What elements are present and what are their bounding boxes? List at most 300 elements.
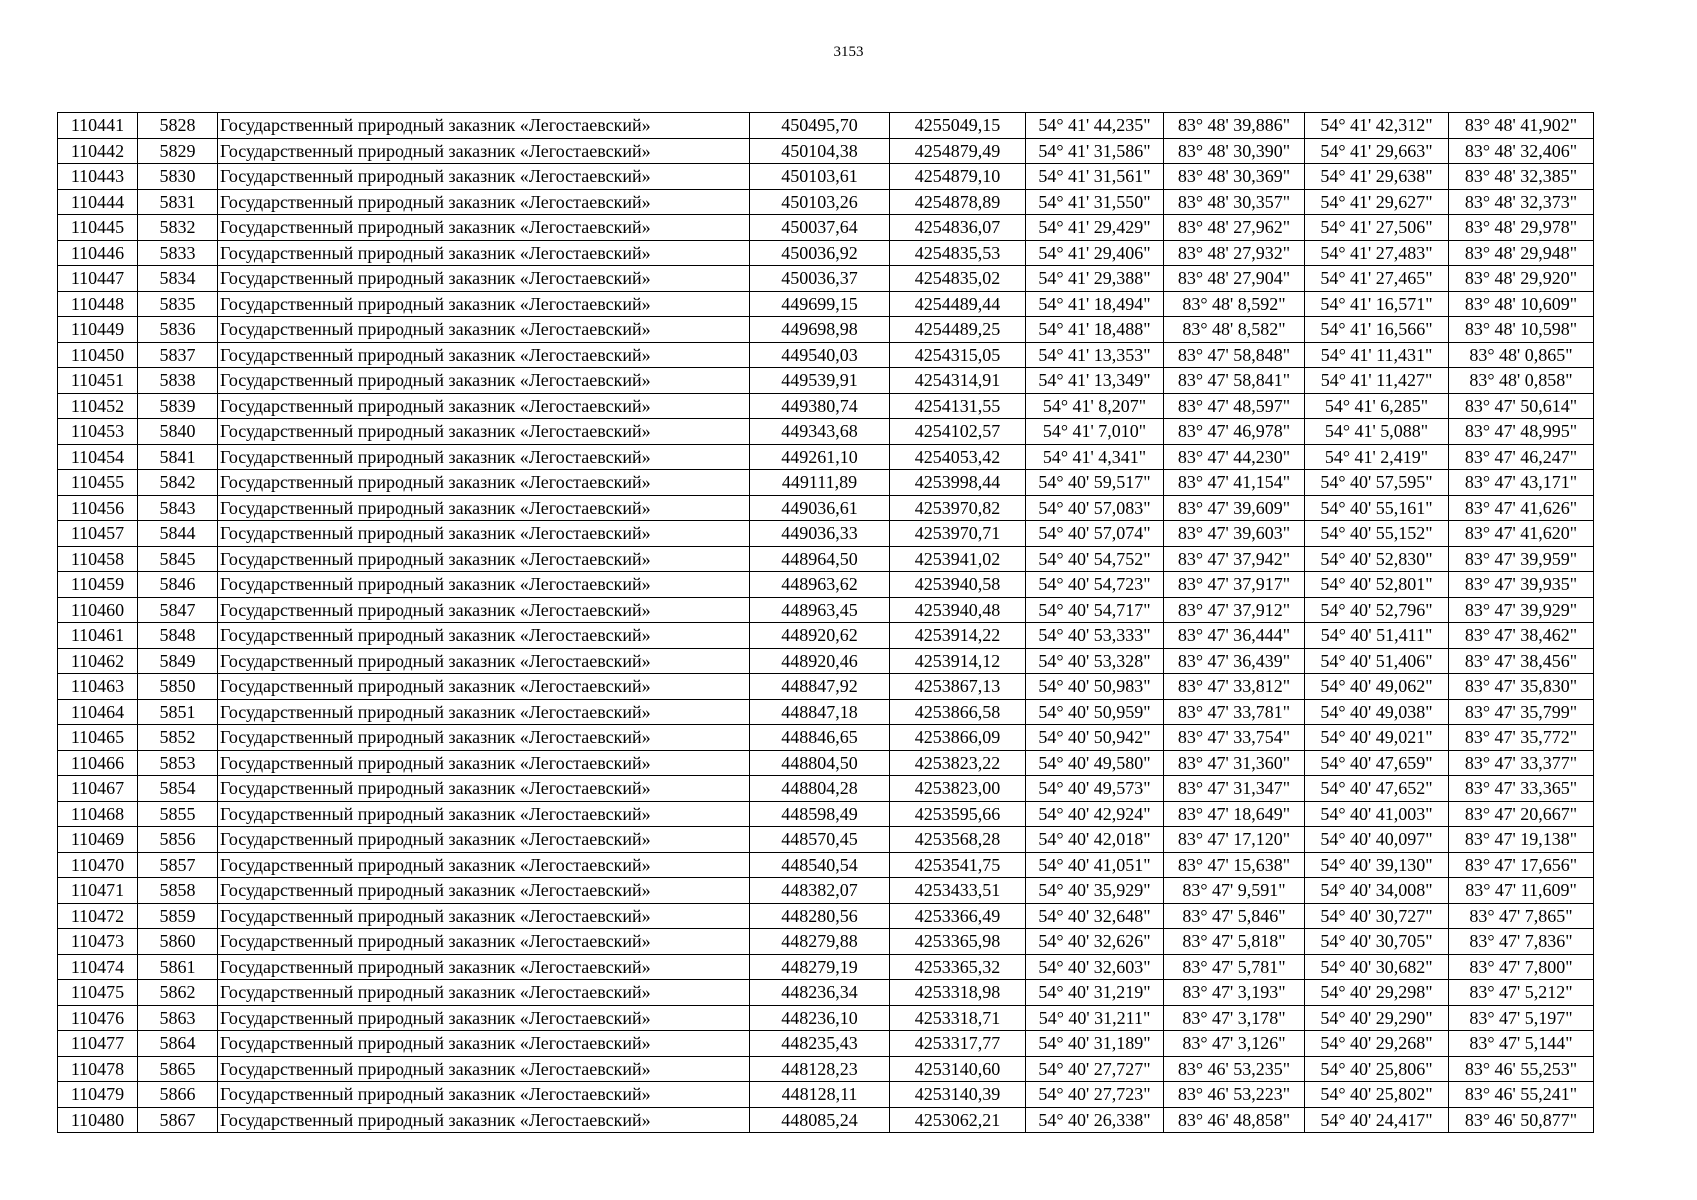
area-name-cell: Государственный природный заказник «Легостаевский» — [218, 750, 750, 776]
longitude-1-cell: 83° 47' 36,444" — [1164, 623, 1305, 649]
table-row — [58, 393, 1594, 419]
latitude-2-cell: 54° 40' 55,161" — [1305, 495, 1449, 521]
x-coordinate-cell: 448963,62 — [750, 572, 890, 598]
record-id-cell: 110453 — [58, 419, 138, 445]
record-id-cell: 110449 — [58, 317, 138, 343]
latitude-2-cell: 54° 40' 30,705" — [1305, 929, 1449, 955]
x-coordinate-cell: 448847,92 — [750, 674, 890, 700]
longitude-1-cell: 83° 47' 18,649" — [1164, 801, 1305, 827]
y-coordinate-cell: 4253541,75 — [890, 852, 1026, 878]
latitude-2-cell: 54° 41' 2,419" — [1305, 444, 1449, 470]
record-id-cell: 110477 — [58, 1031, 138, 1057]
record-id-cell: 110442 — [58, 138, 138, 164]
latitude-2-cell: 54° 40' 52,801" — [1305, 572, 1449, 598]
table-row — [58, 495, 1594, 521]
longitude-1-cell: 83° 47' 9,591" — [1164, 878, 1305, 904]
table-row — [58, 674, 1594, 700]
longitude-2-cell: 83° 47' 17,656" — [1449, 852, 1594, 878]
latitude-1-cell: 54° 40' 54,752" — [1026, 546, 1164, 572]
longitude-2-cell: 83° 47' 33,365" — [1449, 776, 1594, 802]
page-number: 3153 — [833, 44, 864, 60]
table-row — [58, 1005, 1594, 1031]
longitude-2-cell: 83° 47' 5,197" — [1449, 1005, 1594, 1031]
x-coordinate-cell: 449380,74 — [750, 393, 890, 419]
record-id-cell: 110459 — [58, 572, 138, 598]
point-number-cell: 5849 — [138, 648, 218, 674]
table-row — [58, 189, 1594, 215]
record-id-cell: 110474 — [58, 954, 138, 980]
y-coordinate-cell: 4254835,53 — [890, 240, 1026, 266]
record-id-cell: 110448 — [58, 291, 138, 317]
x-coordinate-cell: 448846,65 — [750, 725, 890, 751]
coordinates-table — [57, 112, 1594, 1133]
point-number-cell: 5843 — [138, 495, 218, 521]
longitude-2-cell: 83° 48' 29,920" — [1449, 266, 1594, 292]
longitude-1-cell: 83° 46' 48,858" — [1164, 1107, 1305, 1133]
area-name-cell: Государственный природный заказник «Легостаевский» — [218, 776, 750, 802]
latitude-1-cell: 54° 40' 59,517" — [1026, 470, 1164, 496]
longitude-1-cell: 83° 47' 31,360" — [1164, 750, 1305, 776]
record-id-cell: 110454 — [58, 444, 138, 470]
table-row — [58, 113, 1594, 139]
latitude-2-cell: 54° 40' 52,830" — [1305, 546, 1449, 572]
longitude-1-cell: 83° 48' 30,369" — [1164, 164, 1305, 190]
longitude-2-cell: 83° 47' 41,620" — [1449, 521, 1594, 547]
longitude-1-cell: 83° 47' 39,609" — [1164, 495, 1305, 521]
longitude-2-cell: 83° 47' 46,247" — [1449, 444, 1594, 470]
area-name-cell: Государственный природный заказник «Легостаевский» — [218, 801, 750, 827]
area-name-cell: Государственный природный заказник «Легостаевский» — [218, 368, 750, 394]
table-row — [58, 572, 1594, 598]
record-id-cell: 110471 — [58, 878, 138, 904]
area-name-cell: Государственный природный заказник «Легостаевский» — [218, 393, 750, 419]
latitude-1-cell: 54° 40' 54,717" — [1026, 597, 1164, 623]
longitude-2-cell: 83° 48' 29,948" — [1449, 240, 1594, 266]
y-coordinate-cell: 4253318,71 — [890, 1005, 1026, 1031]
longitude-1-cell: 83° 48' 27,932" — [1164, 240, 1305, 266]
area-name-cell: Государственный природный заказник «Легостаевский» — [218, 113, 750, 139]
longitude-2-cell: 83° 47' 7,800" — [1449, 954, 1594, 980]
latitude-1-cell: 54° 41' 29,406" — [1026, 240, 1164, 266]
record-id-cell: 110479 — [58, 1082, 138, 1108]
table-row — [58, 827, 1594, 853]
longitude-2-cell: 83° 47' 5,212" — [1449, 980, 1594, 1006]
record-id-cell: 110467 — [58, 776, 138, 802]
table-row — [58, 954, 1594, 980]
longitude-2-cell: 83° 47' 35,799" — [1449, 699, 1594, 725]
x-coordinate-cell: 448963,45 — [750, 597, 890, 623]
x-coordinate-cell: 448128,23 — [750, 1056, 890, 1082]
latitude-2-cell: 54° 40' 49,062" — [1305, 674, 1449, 700]
point-number-cell: 5865 — [138, 1056, 218, 1082]
point-number-cell: 5848 — [138, 623, 218, 649]
record-id-cell: 110455 — [58, 470, 138, 496]
table-row — [58, 750, 1594, 776]
record-id-cell: 110445 — [58, 215, 138, 241]
table-row — [58, 317, 1594, 343]
longitude-2-cell: 83° 47' 41,626" — [1449, 495, 1594, 521]
latitude-2-cell: 54° 41' 29,627" — [1305, 189, 1449, 215]
record-id-cell: 110473 — [58, 929, 138, 955]
longitude-1-cell: 83° 48' 8,592" — [1164, 291, 1305, 317]
latitude-1-cell: 54° 41' 7,010" — [1026, 419, 1164, 445]
point-number-cell: 5832 — [138, 215, 218, 241]
x-coordinate-cell: 448279,19 — [750, 954, 890, 980]
latitude-1-cell: 54° 40' 32,626" — [1026, 929, 1164, 955]
table-row — [58, 1031, 1594, 1057]
latitude-2-cell: 54° 40' 25,802" — [1305, 1082, 1449, 1108]
longitude-2-cell: 83° 47' 20,667" — [1449, 801, 1594, 827]
table-row — [58, 546, 1594, 572]
latitude-1-cell: 54° 40' 31,189" — [1026, 1031, 1164, 1057]
latitude-2-cell: 54° 41' 16,566" — [1305, 317, 1449, 343]
record-id-cell: 110451 — [58, 368, 138, 394]
y-coordinate-cell: 4253062,21 — [890, 1107, 1026, 1133]
record-id-cell: 110468 — [58, 801, 138, 827]
latitude-2-cell: 54° 40' 49,038" — [1305, 699, 1449, 725]
longitude-2-cell: 83° 47' 38,456" — [1449, 648, 1594, 674]
longitude-1-cell: 83° 47' 48,597" — [1164, 393, 1305, 419]
point-number-cell: 5856 — [138, 827, 218, 853]
latitude-1-cell: 54° 41' 44,235" — [1026, 113, 1164, 139]
latitude-1-cell: 54° 40' 50,959" — [1026, 699, 1164, 725]
x-coordinate-cell: 448280,56 — [750, 903, 890, 929]
area-name-cell: Государственный природный заказник «Легостаевский» — [218, 521, 750, 547]
point-number-cell: 5831 — [138, 189, 218, 215]
record-id-cell: 110441 — [58, 113, 138, 139]
y-coordinate-cell: 4254879,49 — [890, 138, 1026, 164]
longitude-2-cell: 83° 47' 39,959" — [1449, 546, 1594, 572]
area-name-cell: Государственный природный заказник «Легостаевский» — [218, 674, 750, 700]
y-coordinate-cell: 4253970,82 — [890, 495, 1026, 521]
latitude-2-cell: 54° 40' 34,008" — [1305, 878, 1449, 904]
x-coordinate-cell: 449698,98 — [750, 317, 890, 343]
x-coordinate-cell: 450495,70 — [750, 113, 890, 139]
latitude-1-cell: 54° 40' 54,723" — [1026, 572, 1164, 598]
latitude-2-cell: 54° 40' 47,659" — [1305, 750, 1449, 776]
area-name-cell: Государственный природный заказник «Легостаевский» — [218, 1082, 750, 1108]
record-id-cell: 110476 — [58, 1005, 138, 1031]
point-number-cell: 5861 — [138, 954, 218, 980]
table-row — [58, 878, 1594, 904]
x-coordinate-cell: 449343,68 — [750, 419, 890, 445]
point-number-cell: 5862 — [138, 980, 218, 1006]
area-name-cell: Государственный природный заказник «Легостаевский» — [218, 827, 750, 853]
x-coordinate-cell: 448920,62 — [750, 623, 890, 649]
longitude-2-cell: 83° 47' 7,865" — [1449, 903, 1594, 929]
x-coordinate-cell: 450036,37 — [750, 266, 890, 292]
latitude-2-cell: 54° 40' 47,652" — [1305, 776, 1449, 802]
table-row — [58, 699, 1594, 725]
y-coordinate-cell: 4253940,58 — [890, 572, 1026, 598]
point-number-cell: 5845 — [138, 546, 218, 572]
latitude-2-cell: 54° 40' 52,796" — [1305, 597, 1449, 623]
latitude-1-cell: 54° 41' 8,207" — [1026, 393, 1164, 419]
area-name-cell: Государственный природный заказник «Легостаевский» — [218, 495, 750, 521]
y-coordinate-cell: 4254879,10 — [890, 164, 1026, 190]
point-number-cell: 5833 — [138, 240, 218, 266]
latitude-2-cell: 54° 41' 11,431" — [1305, 342, 1449, 368]
latitude-2-cell: 54° 41' 29,638" — [1305, 164, 1449, 190]
point-number-cell: 5855 — [138, 801, 218, 827]
x-coordinate-cell: 449699,15 — [750, 291, 890, 317]
longitude-2-cell: 83° 48' 32,373" — [1449, 189, 1594, 215]
record-id-cell: 110446 — [58, 240, 138, 266]
record-id-cell: 110457 — [58, 521, 138, 547]
table-row — [58, 597, 1594, 623]
longitude-2-cell: 83° 48' 0,858" — [1449, 368, 1594, 394]
y-coordinate-cell: 4253568,28 — [890, 827, 1026, 853]
area-name-cell: Государственный природный заказник «Легостаевский» — [218, 266, 750, 292]
longitude-1-cell: 83° 47' 39,603" — [1164, 521, 1305, 547]
table-row — [58, 852, 1594, 878]
longitude-2-cell: 83° 46' 55,253" — [1449, 1056, 1594, 1082]
latitude-1-cell: 54° 40' 31,219" — [1026, 980, 1164, 1006]
latitude-1-cell: 54° 40' 35,929" — [1026, 878, 1164, 904]
point-number-cell: 5866 — [138, 1082, 218, 1108]
latitude-1-cell: 54° 41' 31,586" — [1026, 138, 1164, 164]
area-name-cell: Государственный природный заказник «Легостаевский» — [218, 215, 750, 241]
x-coordinate-cell: 448085,24 — [750, 1107, 890, 1133]
area-name-cell: Государственный природный заказник «Легостаевский» — [218, 291, 750, 317]
longitude-1-cell: 83° 48' 8,582" — [1164, 317, 1305, 343]
record-id-cell: 110447 — [58, 266, 138, 292]
point-number-cell: 5828 — [138, 113, 218, 139]
area-name-cell: Государственный природный заказник «Легостаевский» — [218, 1005, 750, 1031]
table-row — [58, 444, 1594, 470]
area-name-cell: Государственный природный заказник «Легостаевский» — [218, 623, 750, 649]
y-coordinate-cell: 4254489,44 — [890, 291, 1026, 317]
point-number-cell: 5859 — [138, 903, 218, 929]
area-name-cell: Государственный природный заказник «Легостаевский» — [218, 1107, 750, 1133]
record-id-cell: 110464 — [58, 699, 138, 725]
area-name-cell: Государственный природный заказник «Легостаевский» — [218, 699, 750, 725]
point-number-cell: 5836 — [138, 317, 218, 343]
table-row — [58, 1082, 1594, 1108]
x-coordinate-cell: 449261,10 — [750, 444, 890, 470]
table-row — [58, 215, 1594, 241]
y-coordinate-cell: 4254836,07 — [890, 215, 1026, 241]
x-coordinate-cell: 448804,28 — [750, 776, 890, 802]
y-coordinate-cell: 4253823,22 — [890, 750, 1026, 776]
longitude-1-cell: 83° 46' 53,223" — [1164, 1082, 1305, 1108]
longitude-1-cell: 83° 47' 3,193" — [1164, 980, 1305, 1006]
table-row — [58, 1107, 1594, 1133]
y-coordinate-cell: 4253914,22 — [890, 623, 1026, 649]
point-number-cell: 5864 — [138, 1031, 218, 1057]
y-coordinate-cell: 4253366,49 — [890, 903, 1026, 929]
point-number-cell: 5851 — [138, 699, 218, 725]
record-id-cell: 110460 — [58, 597, 138, 623]
table-row — [58, 240, 1594, 266]
x-coordinate-cell: 450103,61 — [750, 164, 890, 190]
longitude-2-cell: 83° 47' 19,138" — [1449, 827, 1594, 853]
record-id-cell: 110469 — [58, 827, 138, 853]
latitude-2-cell: 54° 41' 5,088" — [1305, 419, 1449, 445]
latitude-1-cell: 54° 40' 49,580" — [1026, 750, 1164, 776]
longitude-2-cell: 83° 47' 50,614" — [1449, 393, 1594, 419]
latitude-1-cell: 54° 41' 29,429" — [1026, 215, 1164, 241]
record-id-cell: 110475 — [58, 980, 138, 1006]
area-name-cell: Государственный природный заказник «Легостаевский» — [218, 546, 750, 572]
table-row — [58, 1056, 1594, 1082]
record-id-cell: 110456 — [58, 495, 138, 521]
latitude-1-cell: 54° 40' 27,723" — [1026, 1082, 1164, 1108]
area-name-cell: Государственный природный заказник «Легостаевский» — [218, 852, 750, 878]
table-row — [58, 801, 1594, 827]
longitude-1-cell: 83° 47' 3,178" — [1164, 1005, 1305, 1031]
point-number-cell: 5847 — [138, 597, 218, 623]
x-coordinate-cell: 448382,07 — [750, 878, 890, 904]
y-coordinate-cell: 4254489,25 — [890, 317, 1026, 343]
y-coordinate-cell: 4253365,32 — [890, 954, 1026, 980]
y-coordinate-cell: 4254131,55 — [890, 393, 1026, 419]
latitude-2-cell: 54° 41' 42,312" — [1305, 113, 1449, 139]
y-coordinate-cell: 4253365,98 — [890, 929, 1026, 955]
area-name-cell: Государственный природный заказник «Легостаевский» — [218, 1031, 750, 1057]
record-id-cell: 110458 — [58, 546, 138, 572]
area-name-cell: Государственный природный заказник «Легостаевский» — [218, 725, 750, 751]
latitude-2-cell: 54° 40' 51,411" — [1305, 623, 1449, 649]
area-name-cell: Государственный природный заказник «Легостаевский» — [218, 164, 750, 190]
longitude-2-cell: 83° 47' 35,830" — [1449, 674, 1594, 700]
latitude-1-cell: 54° 40' 57,074" — [1026, 521, 1164, 547]
table-row — [58, 164, 1594, 190]
point-number-cell: 5838 — [138, 368, 218, 394]
table-row — [58, 342, 1594, 368]
x-coordinate-cell: 448847,18 — [750, 699, 890, 725]
y-coordinate-cell: 4253866,09 — [890, 725, 1026, 751]
point-number-cell: 5837 — [138, 342, 218, 368]
table-row — [58, 648, 1594, 674]
latitude-2-cell: 54° 40' 29,268" — [1305, 1031, 1449, 1057]
latitude-2-cell: 54° 40' 41,003" — [1305, 801, 1449, 827]
y-coordinate-cell: 4253595,66 — [890, 801, 1026, 827]
latitude-1-cell: 54° 41' 13,349" — [1026, 368, 1164, 394]
point-number-cell: 5840 — [138, 419, 218, 445]
x-coordinate-cell: 448236,10 — [750, 1005, 890, 1031]
latitude-1-cell: 54° 40' 26,338" — [1026, 1107, 1164, 1133]
point-number-cell: 5829 — [138, 138, 218, 164]
latitude-2-cell: 54° 40' 57,595" — [1305, 470, 1449, 496]
point-number-cell: 5854 — [138, 776, 218, 802]
y-coordinate-cell: 4253940,48 — [890, 597, 1026, 623]
point-number-cell: 5860 — [138, 929, 218, 955]
longitude-1-cell: 83° 47' 33,812" — [1164, 674, 1305, 700]
record-id-cell: 110472 — [58, 903, 138, 929]
longitude-1-cell: 83° 47' 37,912" — [1164, 597, 1305, 623]
record-id-cell: 110452 — [58, 393, 138, 419]
record-id-cell: 110450 — [58, 342, 138, 368]
y-coordinate-cell: 4253866,58 — [890, 699, 1026, 725]
table-row — [58, 368, 1594, 394]
longitude-2-cell: 83° 48' 32,385" — [1449, 164, 1594, 190]
x-coordinate-cell: 450036,92 — [750, 240, 890, 266]
area-name-cell: Государственный природный заказник «Легостаевский» — [218, 138, 750, 164]
y-coordinate-cell: 4253970,71 — [890, 521, 1026, 547]
latitude-1-cell: 54° 40' 57,083" — [1026, 495, 1164, 521]
latitude-2-cell: 54° 41' 29,663" — [1305, 138, 1449, 164]
area-name-cell: Государственный природный заказник «Легостаевский» — [218, 240, 750, 266]
x-coordinate-cell: 448236,34 — [750, 980, 890, 1006]
table-body — [58, 113, 1594, 1133]
table-row — [58, 929, 1594, 955]
point-number-cell: 5844 — [138, 521, 218, 547]
longitude-1-cell: 83° 47' 37,917" — [1164, 572, 1305, 598]
x-coordinate-cell: 449539,91 — [750, 368, 890, 394]
x-coordinate-cell: 450104,38 — [750, 138, 890, 164]
longitude-1-cell: 83° 48' 30,390" — [1164, 138, 1305, 164]
y-coordinate-cell: 4254878,89 — [890, 189, 1026, 215]
longitude-1-cell: 83° 48' 30,357" — [1164, 189, 1305, 215]
latitude-1-cell: 54° 40' 27,727" — [1026, 1056, 1164, 1082]
point-number-cell: 5835 — [138, 291, 218, 317]
longitude-2-cell: 83° 47' 38,462" — [1449, 623, 1594, 649]
y-coordinate-cell: 4253433,51 — [890, 878, 1026, 904]
latitude-2-cell: 54° 40' 24,417" — [1305, 1107, 1449, 1133]
longitude-2-cell: 83° 47' 39,935" — [1449, 572, 1594, 598]
y-coordinate-cell: 4254315,05 — [890, 342, 1026, 368]
latitude-1-cell: 54° 41' 29,388" — [1026, 266, 1164, 292]
x-coordinate-cell: 448128,11 — [750, 1082, 890, 1108]
y-coordinate-cell: 4253317,77 — [890, 1031, 1026, 1057]
latitude-2-cell: 54° 40' 51,406" — [1305, 648, 1449, 674]
record-id-cell: 110444 — [58, 189, 138, 215]
longitude-1-cell: 83° 47' 5,781" — [1164, 954, 1305, 980]
longitude-2-cell: 83° 48' 10,609" — [1449, 291, 1594, 317]
latitude-2-cell: 54° 41' 16,571" — [1305, 291, 1449, 317]
latitude-1-cell: 54° 40' 50,983" — [1026, 674, 1164, 700]
point-number-cell: 5841 — [138, 444, 218, 470]
table-row — [58, 138, 1594, 164]
table-row — [58, 980, 1594, 1006]
y-coordinate-cell: 4254835,02 — [890, 266, 1026, 292]
table-row — [58, 623, 1594, 649]
area-name-cell: Государственный природный заказник «Легостаевский» — [218, 597, 750, 623]
longitude-1-cell: 83° 48' 27,904" — [1164, 266, 1305, 292]
record-id-cell: 110463 — [58, 674, 138, 700]
x-coordinate-cell: 448804,50 — [750, 750, 890, 776]
longitude-1-cell: 83° 47' 36,439" — [1164, 648, 1305, 674]
area-name-cell: Государственный природный заказник «Легостаевский» — [218, 954, 750, 980]
area-name-cell: Государственный природный заказник «Легостаевский» — [218, 342, 750, 368]
table-row — [58, 776, 1594, 802]
y-coordinate-cell: 4254102,57 — [890, 419, 1026, 445]
x-coordinate-cell: 448920,46 — [750, 648, 890, 674]
x-coordinate-cell: 450037,64 — [750, 215, 890, 241]
latitude-1-cell: 54° 41' 31,550" — [1026, 189, 1164, 215]
latitude-2-cell: 54° 40' 29,298" — [1305, 980, 1449, 1006]
longitude-1-cell: 83° 47' 44,230" — [1164, 444, 1305, 470]
area-name-cell: Государственный природный заказник «Легостаевский» — [218, 444, 750, 470]
latitude-1-cell: 54° 40' 31,211" — [1026, 1005, 1164, 1031]
table-row — [58, 903, 1594, 929]
latitude-2-cell: 54° 41' 11,427" — [1305, 368, 1449, 394]
x-coordinate-cell: 449036,61 — [750, 495, 890, 521]
latitude-2-cell: 54° 40' 30,682" — [1305, 954, 1449, 980]
x-coordinate-cell: 448540,54 — [750, 852, 890, 878]
x-coordinate-cell: 449111,89 — [750, 470, 890, 496]
y-coordinate-cell: 4253867,13 — [890, 674, 1026, 700]
latitude-2-cell: 54° 40' 39,130" — [1305, 852, 1449, 878]
longitude-1-cell: 83° 47' 5,846" — [1164, 903, 1305, 929]
longitude-1-cell: 83° 47' 37,942" — [1164, 546, 1305, 572]
longitude-1-cell: 83° 46' 53,235" — [1164, 1056, 1305, 1082]
longitude-2-cell: 83° 47' 48,995" — [1449, 419, 1594, 445]
latitude-1-cell: 54° 41' 18,494" — [1026, 291, 1164, 317]
longitude-1-cell: 83° 48' 39,886" — [1164, 113, 1305, 139]
point-number-cell: 5857 — [138, 852, 218, 878]
